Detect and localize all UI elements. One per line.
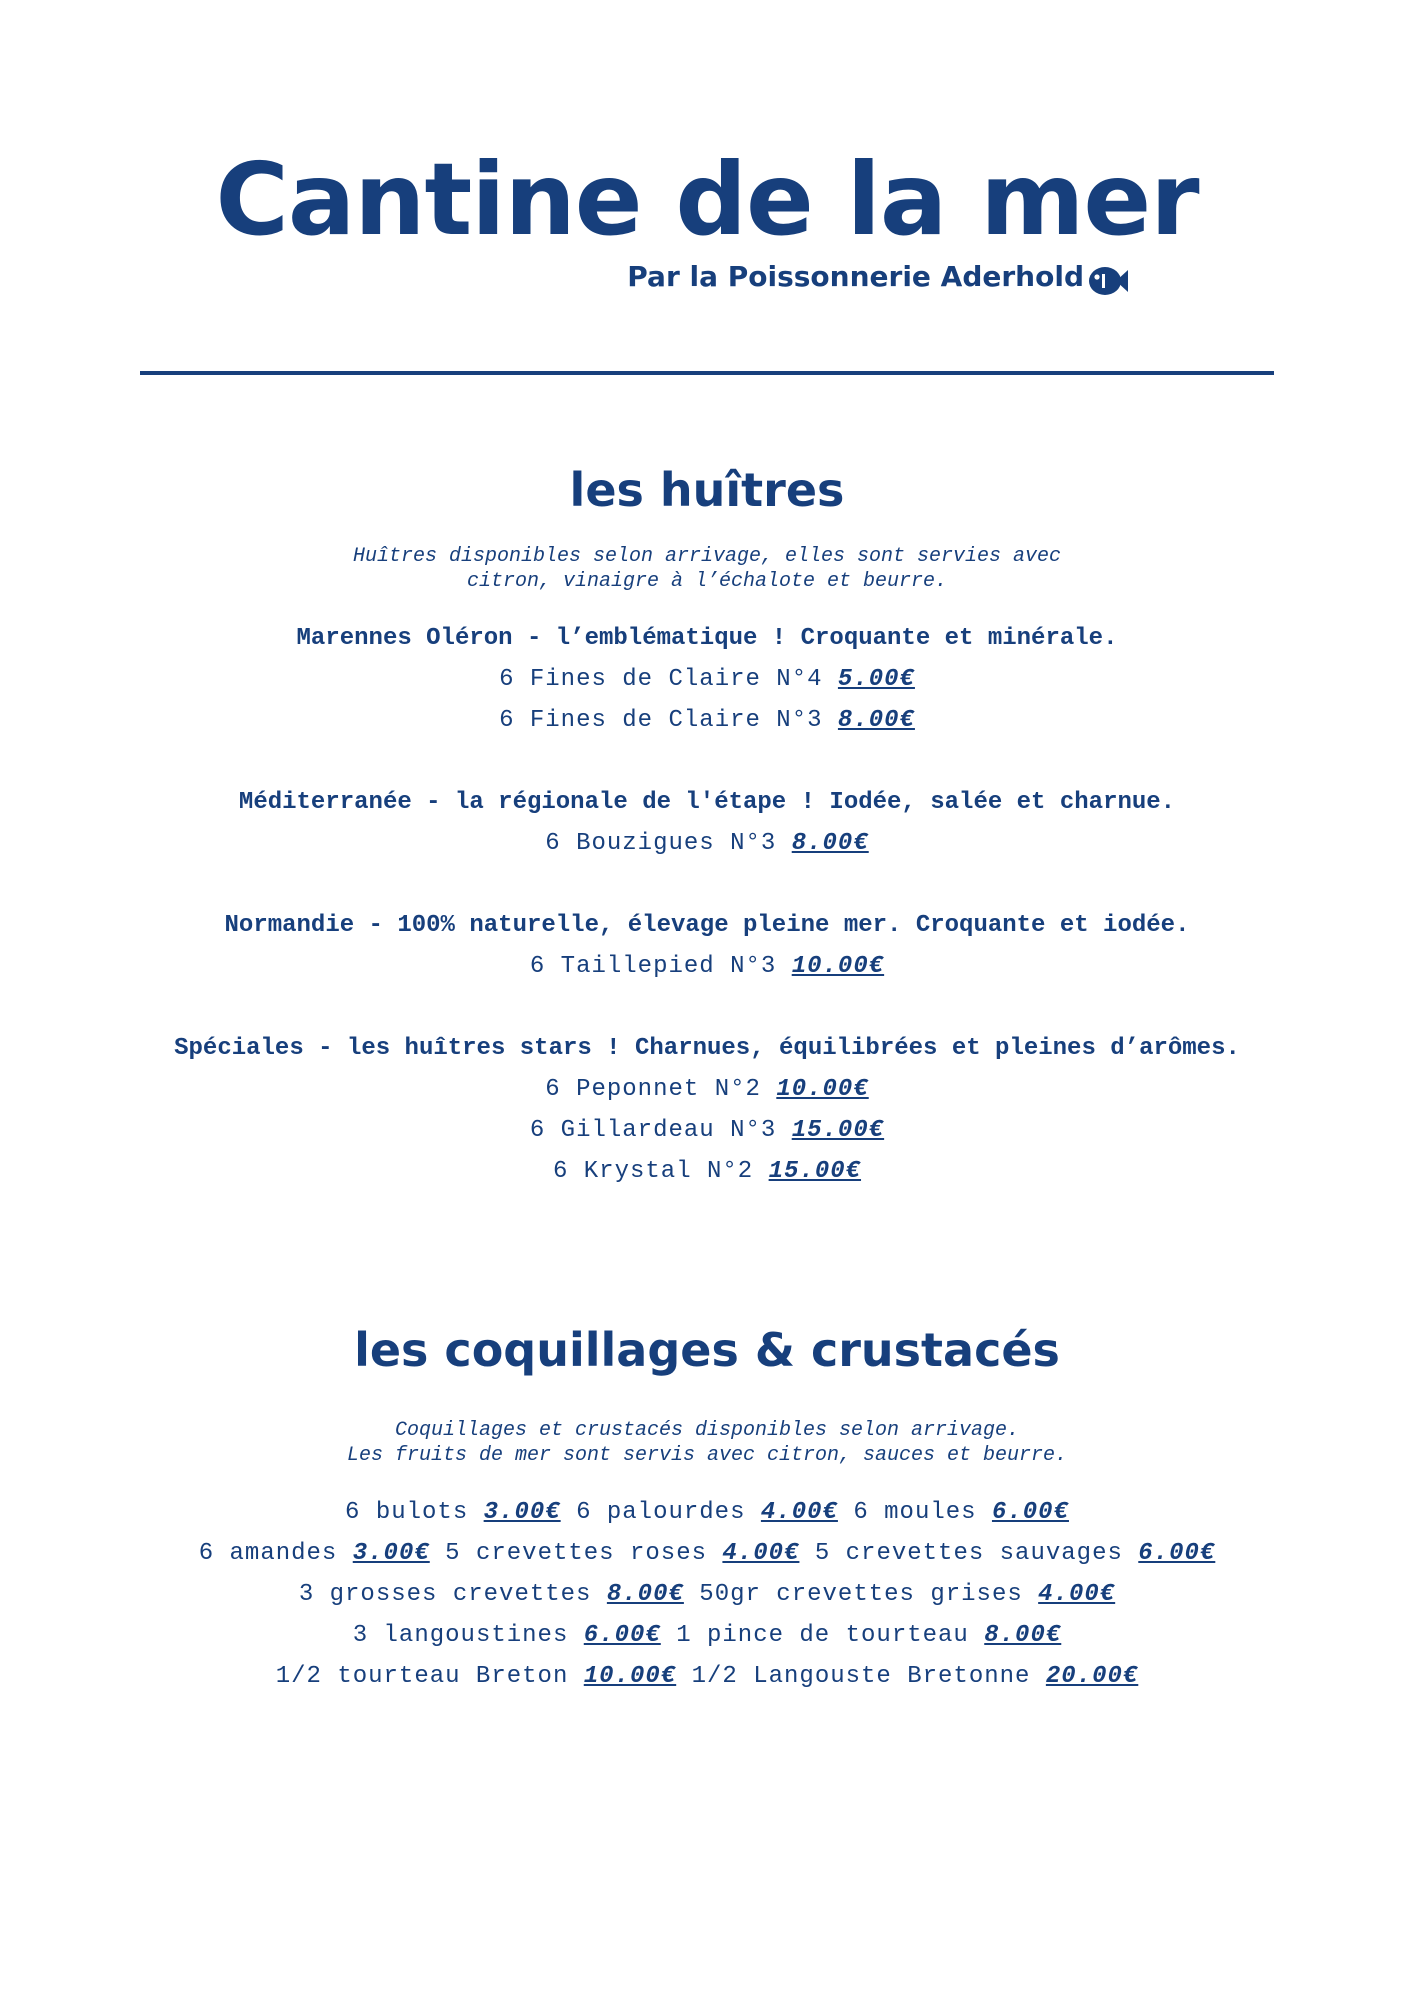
item-name: 1 pince de tourteau	[676, 1622, 969, 1649]
huitres-intro	[0, 544, 1414, 594]
item-name: 6 bulots	[345, 1499, 469, 1526]
oyster-group-mediterranee	[0, 782, 1414, 864]
oyster-group-normandie	[0, 905, 1414, 987]
menu-item	[0, 1069, 1414, 1110]
intro-line: Huîtres disponibles selon arrivage, elles sont servies avec	[352, 545, 1062, 568]
menu-item	[0, 659, 1414, 700]
item-price: 15.00€	[768, 1158, 862, 1185]
item-name: 3 grosses crevettes	[298, 1581, 592, 1608]
item-price: 8.00€	[837, 707, 915, 734]
shellfish-line	[0, 1656, 1414, 1697]
menu-item	[0, 700, 1414, 741]
item-price: 4.00€	[760, 1499, 838, 1526]
item-price: 10.00€	[583, 1663, 677, 1690]
item-price: 6.00€	[991, 1499, 1069, 1526]
item-name: 6 Gillardeau N°3	[529, 1117, 777, 1144]
shellfish-line	[0, 1574, 1414, 1615]
item-name: 6 Peponnet N°2	[545, 1076, 761, 1103]
coquillages-intro	[0, 1418, 1414, 1468]
item-name: 1/2 tourteau Breton	[275, 1663, 569, 1690]
group-title: Méditerranée - la régionale de l'étape ! Iodée, salée et charnue.	[238, 789, 1176, 816]
item-price: 6.00€	[1138, 1540, 1216, 1567]
group-title: Normandie - 100% naturelle, élevage pleine mer. Croquante et iodée.	[224, 912, 1190, 939]
oyster-group-speciales	[0, 1028, 1414, 1192]
item-price: 20.00€	[1045, 1663, 1139, 1690]
restaurant-title: Cantine de la mer	[215, 141, 1199, 258]
item-price: 8.00€	[791, 830, 869, 857]
item-price: 3.00€	[483, 1499, 561, 1526]
group-title: Spéciales - les huîtres stars ! Charnues, équilibrées et pleines d’arômes.	[174, 1035, 1240, 1062]
group-title: Marennes Oléron - l’emblématique ! Croquante et minérale.	[296, 625, 1118, 652]
item-name: 6 amandes	[198, 1540, 338, 1567]
item-price: 6.00€	[583, 1622, 661, 1649]
section-coquillages	[0, 1322, 1414, 1697]
shellfish-line	[0, 1492, 1414, 1533]
menu-item	[0, 823, 1414, 864]
section-title-huitres: les huîtres	[569, 463, 845, 517]
item-name: 50gr crevettes grises	[699, 1581, 1023, 1608]
item-name: 6 Taillepied N°3	[529, 953, 777, 980]
item-price: 8.00€	[606, 1581, 684, 1608]
intro-line: citron, vinaigre à l’échalote et beurre.	[466, 570, 948, 593]
item-price: 15.00€	[791, 1117, 885, 1144]
item-price: 10.00€	[791, 953, 885, 980]
section-huitres	[0, 462, 1414, 1192]
item-name: 6 Krystal N°2	[552, 1158, 754, 1185]
item-name: 5 crevettes sauvages	[814, 1540, 1123, 1567]
item-name: 6 Bouzigues N°3	[545, 830, 777, 857]
item-name: 6 Fines de Claire N°4	[499, 666, 823, 693]
item-name: 5 crevettes roses	[445, 1540, 707, 1567]
item-price: 4.00€	[722, 1540, 800, 1567]
shellfish-line	[0, 1533, 1414, 1574]
intro-line: Les fruits de mer sont servis avec citron, sauces et beurre.	[346, 1444, 1068, 1467]
menu-item	[0, 946, 1414, 987]
item-price: 4.00€	[1038, 1581, 1116, 1608]
oyster-group-marennes	[0, 618, 1414, 741]
header-divider	[140, 371, 1274, 375]
intro-line: Coquillages et crustacés disponibles selon arrivage.	[394, 1419, 1020, 1442]
item-name: 3 langoustines	[352, 1622, 569, 1649]
item-name: 6 moules	[853, 1499, 977, 1526]
menu-item	[0, 1151, 1414, 1192]
item-price: 5.00€	[837, 666, 915, 693]
item-price: 3.00€	[352, 1540, 430, 1567]
shellfish-line	[0, 1615, 1414, 1656]
item-name: 1/2 Langouste Bretonne	[691, 1663, 1031, 1690]
header	[0, 140, 1414, 310]
section-title-coquillages: les coquillages & crustacés	[354, 1323, 1060, 1377]
item-price: 10.00€	[776, 1076, 869, 1103]
item-name: 6 palourdes	[576, 1499, 746, 1526]
fish-icon	[1088, 265, 1128, 297]
item-name: 6 Fines de Claire N°3	[499, 707, 823, 734]
item-price: 8.00€	[984, 1622, 1062, 1649]
restaurant-subtitle: Par la Poissonnerie Aderhold	[627, 260, 1084, 293]
menu-item	[0, 1110, 1414, 1151]
